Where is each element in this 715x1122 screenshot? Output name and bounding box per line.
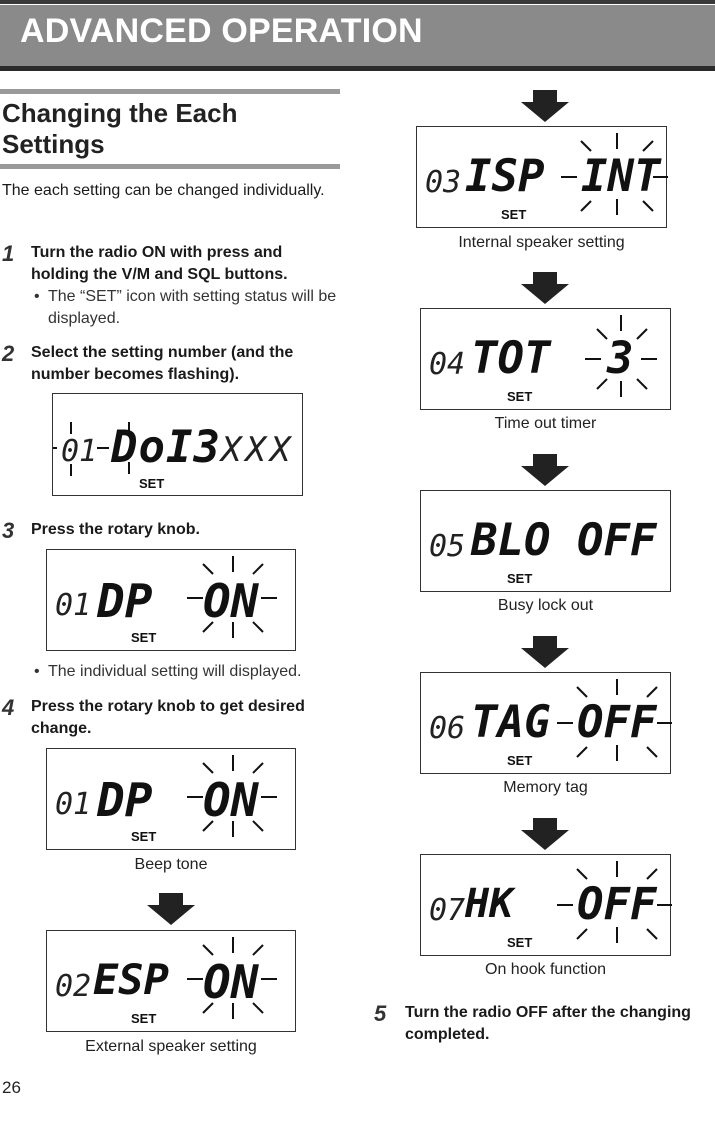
lcd-number: 03: [425, 165, 462, 200]
arrow-down-icon: [147, 893, 195, 925]
step-3-text: Press the rotary knob.: [31, 521, 200, 538]
chapter-header: [0, 0, 715, 72]
lcd-label: BLO: [471, 515, 551, 566]
lcd-display-blo: [420, 490, 671, 592]
lcd-number: 01: [61, 434, 98, 469]
bullet-dot: •: [34, 288, 40, 305]
step-4-text: Press the rotary knob to get desired change.: [31, 698, 305, 737]
caption-tot: Time out timer: [494, 415, 597, 432]
lcd-display-step2: [52, 393, 303, 496]
lcd-number: 07: [429, 893, 466, 928]
step-5-number: 5: [374, 1001, 387, 1026]
caption-hk: On hook function: [485, 961, 606, 978]
arrow-down-icon: [521, 272, 569, 304]
lcd-value: OFF: [577, 879, 657, 930]
lcd-value: INT: [581, 151, 661, 202]
lcd-number: 04: [429, 347, 466, 382]
section-rule-bottom: [0, 164, 340, 169]
lcd-display-tot: [420, 308, 671, 410]
lcd-label: TOT: [471, 333, 551, 384]
lcd-label: DP: [97, 773, 153, 827]
set-icon: SET: [507, 935, 533, 950]
lcd-label: HK: [465, 881, 514, 927]
lcd-number: 01: [55, 588, 92, 623]
lcd-number: 05: [429, 529, 466, 564]
set-icon: SET: [131, 1011, 157, 1026]
lcd-value: ON: [203, 574, 259, 628]
header-top-rule: [0, 0, 715, 4]
arrow-down-icon: [521, 90, 569, 122]
lcd-display-hk: [420, 854, 671, 956]
lcd-display-int: [416, 126, 667, 228]
lcd-display-tag: [420, 672, 671, 774]
lcd-display-step3: [46, 549, 296, 651]
step-3-number: 3: [2, 518, 15, 543]
lcd-label: ISP: [465, 151, 545, 202]
step-4-number: 4: [2, 695, 15, 720]
step-3-bullet: [34, 661, 348, 683]
lcd-number: 01: [55, 787, 92, 822]
lcd-value: ON: [203, 955, 259, 1009]
arrow-down-icon: [521, 636, 569, 668]
lcd-value: ON: [203, 773, 259, 827]
set-icon: SET: [501, 207, 527, 222]
lcd-value: OFF: [577, 515, 657, 566]
lcd-display-ext: [46, 930, 296, 1032]
header-bottom-rule: [0, 66, 715, 71]
set-icon: SET: [139, 476, 165, 491]
page-number: 26: [2, 1078, 21, 1097]
section-title: [2, 98, 237, 160]
lcd-label: ESP: [93, 955, 169, 1004]
caption-tag: Memory tag: [503, 779, 588, 796]
caption-ext: External speaker setting: [85, 1038, 257, 1055]
arrow-down-icon: [521, 818, 569, 850]
step-5-text: Turn the radio OFF after the changing completed.: [405, 1004, 691, 1043]
set-icon: SET: [131, 630, 157, 645]
set-icon: SET: [507, 571, 533, 586]
lcd-value: 3: [607, 333, 634, 384]
step-1-text: Turn the radio ON with press and holding the V/M and SQL buttons.: [31, 244, 288, 283]
lcd-label: TAG: [471, 697, 551, 748]
caption-int: Internal speaker setting: [458, 234, 625, 251]
chapter-title: ADVANCED OPERATION: [20, 12, 423, 50]
section-title-line2: Settings: [2, 129, 105, 159]
arrow-down-icon: [521, 454, 569, 486]
step-3-bullet-text: The individual setting will displayed.: [48, 663, 302, 680]
step-1-bullet: [34, 286, 348, 330]
step-1-number: 1: [2, 241, 15, 266]
lcd-display-beep: [46, 748, 296, 850]
lcd-value: XXX: [221, 430, 295, 470]
lcd-number: 06: [429, 711, 466, 746]
lcd-value: OFF: [577, 697, 657, 748]
bullet-dot: •: [34, 663, 40, 680]
set-icon: SET: [507, 753, 533, 768]
caption-blo: Busy lock out: [497, 597, 594, 614]
step-1-bullet-text: The “SET” icon with setting status will be displayed.: [48, 288, 337, 327]
set-icon: SET: [507, 389, 533, 404]
set-icon: SET: [131, 829, 157, 844]
step-2-text: Select the setting number (and the number becomes flashing).: [31, 344, 294, 383]
step-2-number: 2: [2, 341, 15, 366]
lcd-label: DP: [97, 574, 153, 628]
lcd-label: DoI3: [111, 422, 221, 473]
caption-beep: Beep tone: [134, 856, 208, 873]
intro-paragraph: The each setting can be changed individually.: [2, 182, 325, 199]
lcd-number: 02: [55, 969, 92, 1004]
section-title-line1: Changing the Each: [2, 98, 238, 128]
section-rule-top: [0, 89, 340, 94]
